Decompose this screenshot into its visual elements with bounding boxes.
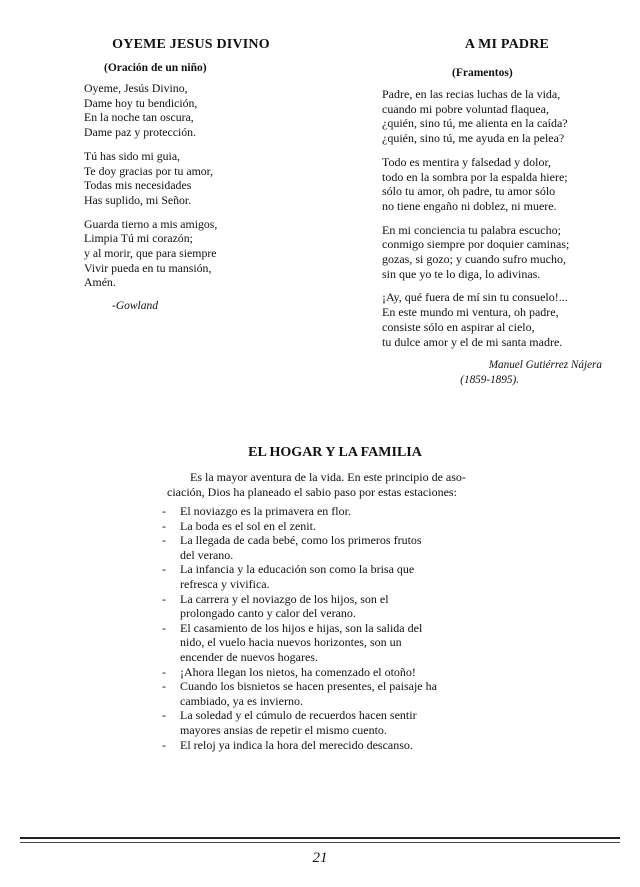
stanza [382, 223, 604, 282]
poem-subtitle: (Oración de un niño) [104, 62, 207, 74]
verse-line: ¿quién, sino tú, me ayuda en la pelea? [382, 131, 565, 146]
bullet-dash: - [162, 591, 166, 606]
poem-subtitle: (Framentos) [452, 67, 513, 79]
author-dates: (1859-1895). [460, 373, 519, 386]
footer-rule-thin [20, 842, 620, 843]
list-item [160, 519, 500, 534]
list-item-text: El casamiento de los hijos e hijas, son la salida del [180, 620, 423, 635]
section-title: EL HOGAR Y LA FAMILIA [248, 445, 422, 460]
intro-line: ciación, Dios ha planeado el sabio paso por estas estaciones: [167, 485, 457, 499]
poem-body [382, 87, 604, 349]
verse-line: En mi conciencia tu palabra escucho; [382, 222, 561, 237]
section-intro [160, 470, 500, 500]
list-item-text: El noviazgo es la primavera en flor. [180, 504, 351, 518]
verse-line: Todo es mentira y falsedad y dolor, [382, 154, 551, 169]
intro-line: Es la mayor aventura de la vida. En este principio de aso- [190, 470, 466, 484]
verse-line: cuando mi pobre voluntad flaquea, [382, 101, 549, 116]
verse-line: no tiene engaño ni doblez, ni muere. [382, 198, 557, 213]
list-item-text: La boda es el sol en el zenit. [180, 518, 316, 533]
list-item-text: La infancia y la educación son como la brisa que [180, 562, 415, 577]
verse-line: Tú has sido mi guia, [84, 148, 181, 163]
verse-line: Vivir pueda en tu mansión, [84, 260, 212, 275]
verse-line: gozas, si gozo; y cuando sufro mucho, [382, 252, 566, 267]
poem-title: OYEME JESUS DIVINO [112, 37, 270, 52]
bullet-dash: - [162, 708, 166, 723]
right-poem [382, 36, 604, 387]
list-item [160, 504, 500, 519]
list-item-text: El reloj ya indica la hora del merecido descanso. [180, 737, 413, 752]
poem-signature: -Gowland [112, 300, 158, 313]
list-item [160, 621, 500, 665]
stanza [382, 290, 604, 349]
list-item [160, 665, 500, 680]
verse-line: Dame paz y protección. [84, 125, 197, 140]
author-name: Manuel Gutiérrez Nájera [488, 359, 602, 372]
stanza [382, 87, 604, 146]
verse-line: Amén. [84, 275, 116, 290]
verse-line: consiste sólo en aspirar al cielo, [382, 319, 535, 334]
bullet-dash: - [162, 664, 166, 679]
list-item [160, 708, 500, 737]
stages-list [160, 504, 500, 752]
family-section [160, 444, 500, 752]
verse-line: sin que yo te lo diga, lo adivinas. [382, 266, 541, 281]
left-poem [84, 36, 304, 313]
bullet-dash: - [162, 562, 166, 577]
list-item-text: Cuando los bisnietos se hacen presentes, el paisaje ha [180, 679, 437, 694]
page-number: 21 [312, 850, 328, 866]
verse-line: todo en la sombra por la espalda hiere; [382, 169, 568, 184]
list-item-text: cambiado, ya es invierno. [180, 693, 303, 708]
list-item-text: encender de nuevos hogares. [180, 649, 318, 664]
poem-body [84, 81, 304, 290]
poem-title: A MI PADRE [464, 37, 550, 52]
list-item [160, 679, 500, 708]
list-item-text: ¡Ahora llegan los nietos, ha comenzado el otoño! [180, 664, 416, 679]
stanza [84, 149, 304, 208]
list-item [160, 738, 500, 753]
list-item [160, 562, 500, 591]
poem-attribution [382, 358, 602, 387]
verse-line: En este mundo mi ventura, oh padre, [382, 305, 559, 320]
stanza [382, 155, 604, 214]
bullet-dash: - [162, 518, 166, 533]
bullet-dash: - [162, 737, 166, 752]
verse-line: Oyeme, Jesús Divino, [84, 81, 188, 95]
bullet-dash: - [162, 533, 166, 548]
list-item [160, 592, 500, 621]
footer-rule [20, 837, 620, 839]
stanza [84, 81, 304, 140]
list-item-text: prolongado canto y calor del verano. [180, 606, 356, 621]
verse-line: Has suplido, mi Señor. [84, 192, 192, 207]
bullet-dash: - [162, 504, 166, 518]
list-item-text: La carrera y el noviazgo de los hijos, son el [180, 591, 389, 606]
verse-line: ¿quién, sino tú, me alienta en la caída? [382, 116, 568, 131]
list-item-text: mayores ansias de repetir el mismo cuento. [180, 722, 387, 737]
verse-line: ¡Ay, qué fuera de mí sin tu consuelo!... [382, 290, 568, 305]
bullet-dash: - [162, 679, 166, 694]
verse-line: En la noche tan oscura, [84, 110, 194, 125]
list-item-text: La llegada de cada bebé, como los primeros frutos [180, 533, 422, 548]
list-item-text: La soledad y el cúmulo de recuerdos hacen sentir [180, 708, 417, 723]
verse-line: tu dulce amor y el de mi santa madre. [382, 334, 563, 349]
list-item [160, 533, 500, 562]
list-item-text: del verano. [180, 547, 234, 562]
verse-line: Limpia Tú mi corazón; [84, 231, 193, 246]
verse-line: Guarda tierno a mis amigos, [84, 216, 218, 231]
verse-line: Todas mis necesidades [84, 178, 192, 193]
list-item-text: refresca y vivifica. [180, 576, 270, 591]
verse-line: Padre, en las recias luchas de la vida, [382, 87, 561, 101]
list-item-text: nido, el vuelo hacia nuevos horizontes, son un [180, 635, 402, 650]
verse-line: sólo tu amor, oh padre, tu amor sólo [382, 184, 556, 199]
bullet-dash: - [162, 620, 166, 635]
verse-line: Te doy gracias por tu amor, [84, 163, 214, 178]
verse-line: conmigo siempre por doquier caminas; [382, 237, 570, 252]
stanza [84, 217, 304, 291]
verse-line: y al morir, que para siempre [84, 246, 217, 261]
verse-line: Dame hoy tu bendición, [84, 95, 198, 110]
